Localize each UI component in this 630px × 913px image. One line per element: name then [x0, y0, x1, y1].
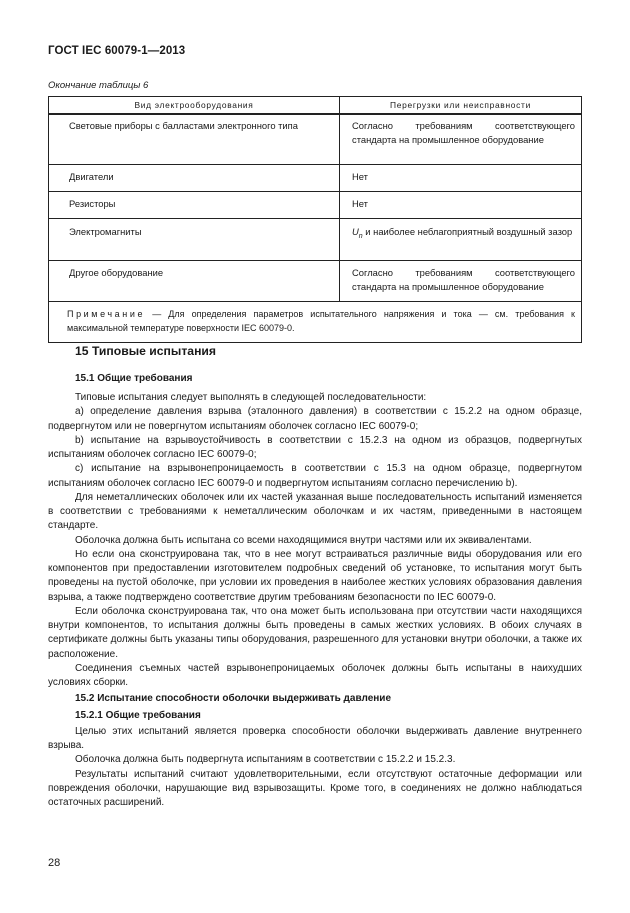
equipment-cell: Двигатели	[49, 165, 340, 192]
note-text: — Для определения параметров испытательного напряжения и тока — см. требования к максимальной температуре поверхности IEC 60079-0.	[67, 309, 575, 333]
column-header-equipment: Вид электрооборудования	[49, 97, 340, 115]
paragraph: Соединения съемных частей взрывонепроницаемых оболочек должны быть испытаны в наихудших условиях сборки.	[48, 662, 582, 688]
subsection-3-title: 15.2.1 Общие требования	[75, 709, 201, 721]
section-title: 15 Типовые испытания	[75, 344, 217, 358]
paragraph: Оболочка должна быть подвергнута испытаниям в соответствии с 15.2.2 и 15.2.3.	[75, 754, 456, 766]
paragraph: Типовые испытания следует выполнять в следующей последовательности:	[75, 392, 427, 403]
equipment-cell: Резисторы	[49, 192, 340, 219]
equipment-cell: Другое оборудование	[49, 261, 340, 302]
paragraph: Целью этих испытаний является проверка способности оболочки выдерживать давление внутреннего взрыва.	[48, 725, 582, 751]
paragraph: Результаты испытаний считают удовлетворительными, если отсутствуют остаточные деформации или повреждения оболочки, нарушающие вид взрывозащиты. Кроме того, в соединениях не должно наблюдаться остаточных расширений.	[48, 768, 582, 808]
table-row	[49, 165, 582, 192]
table-row	[49, 114, 582, 165]
fault-cell: Нет	[340, 192, 582, 219]
voltage-subscript: n	[358, 232, 363, 240]
table-note-row	[49, 302, 582, 343]
table-header-row	[49, 97, 582, 115]
paragraph: Оболочка должна быть испытана со всеми находящимися внутри частями или их эквивалентами.	[75, 534, 532, 546]
subsection-2-title: 15.2 Испытание способности оболочки выдерживать давление	[75, 693, 392, 705]
subsection-title: 15.1 Общие требования	[75, 373, 193, 384]
equipment-cell: Световые приборы с балластами электронного типа	[49, 114, 340, 165]
fault-cell: Нет	[340, 165, 582, 192]
table-6	[48, 96, 582, 343]
note-label: Примечание	[67, 309, 146, 319]
body-text	[48, 391, 582, 810]
table-caption: Окончание таблицы 6	[48, 80, 149, 91]
fault-cell: Согласно требованиям соответствующего стандарта на промышленное оборудование	[340, 261, 582, 302]
paragraph: Для неметаллических оболочек или их частей указанная выше последовательность испытаний изменяется в соответствии с требованиями к неметаллическим оболочкам и их частям, приведенными в настоящем стандарте.	[48, 491, 582, 532]
document-code-header: ГОСТ IEC 60079-1—2013	[48, 45, 186, 57]
equipment-cell: Электромагниты	[49, 219, 340, 261]
fault-cell: Согласно требованиям соответствующего стандарта на промышленное оборудование	[340, 114, 582, 165]
paragraph: b) испытание на взрывоустойчивость в соответствии с 15.2.3 на одном из образцов, подвергнутых испытаниям оболочек согласно IEC 60079-0;	[48, 434, 582, 460]
table-row	[49, 192, 582, 219]
fault-cell	[340, 219, 582, 261]
paragraph: c) испытание на взрывонепроницаемость в соответствии с 15.3 на одном образце, подвергнутом испытаниям оболочек согласно IEC 60079-0 и подвергнутом испытаниям согласно перечислению b).	[48, 463, 582, 489]
table-row	[49, 261, 582, 302]
table-note	[49, 302, 582, 343]
voltage-symbol: U	[352, 226, 359, 237]
paragraph: a) определение давления взрыва (эталонного давления) в соответствии с 15.2.2 на одном образце, подвергнутом или не повергнутом испытаниям оболочек согласно IEC 60079-0;	[48, 406, 582, 432]
table-row	[49, 219, 582, 261]
paragraph: Но если она сконструирована так, что в нее могут встраиваться различные виды оборудования или его компонентов при предоставлении изготовителем подробных сведений об установке, то испытания могут быть проведены на пустой оболочке, при условии их проведения в наиболее жестких условиях образования давления взрыва, а также подтверждено соответствие другим требованиям безопасности по IEC 60079-0.	[48, 548, 582, 603]
fault-text: и наиболее неблагоприятный воздушный зазор	[365, 226, 573, 237]
page-number: 28	[48, 857, 61, 869]
paragraph: Если оболочка сконструирована так, что она может быть использована при отсутствии части находящихся внутри компонентов, то испытания должны быть проведены в самых жестких условиях. В обоих случаях в сертификате должны быть указаны типы оборудования, разрешенного для установки внутри оболочки, а также их расположение.	[48, 605, 582, 660]
column-header-faults: Перегрузки или неисправности	[340, 97, 582, 115]
